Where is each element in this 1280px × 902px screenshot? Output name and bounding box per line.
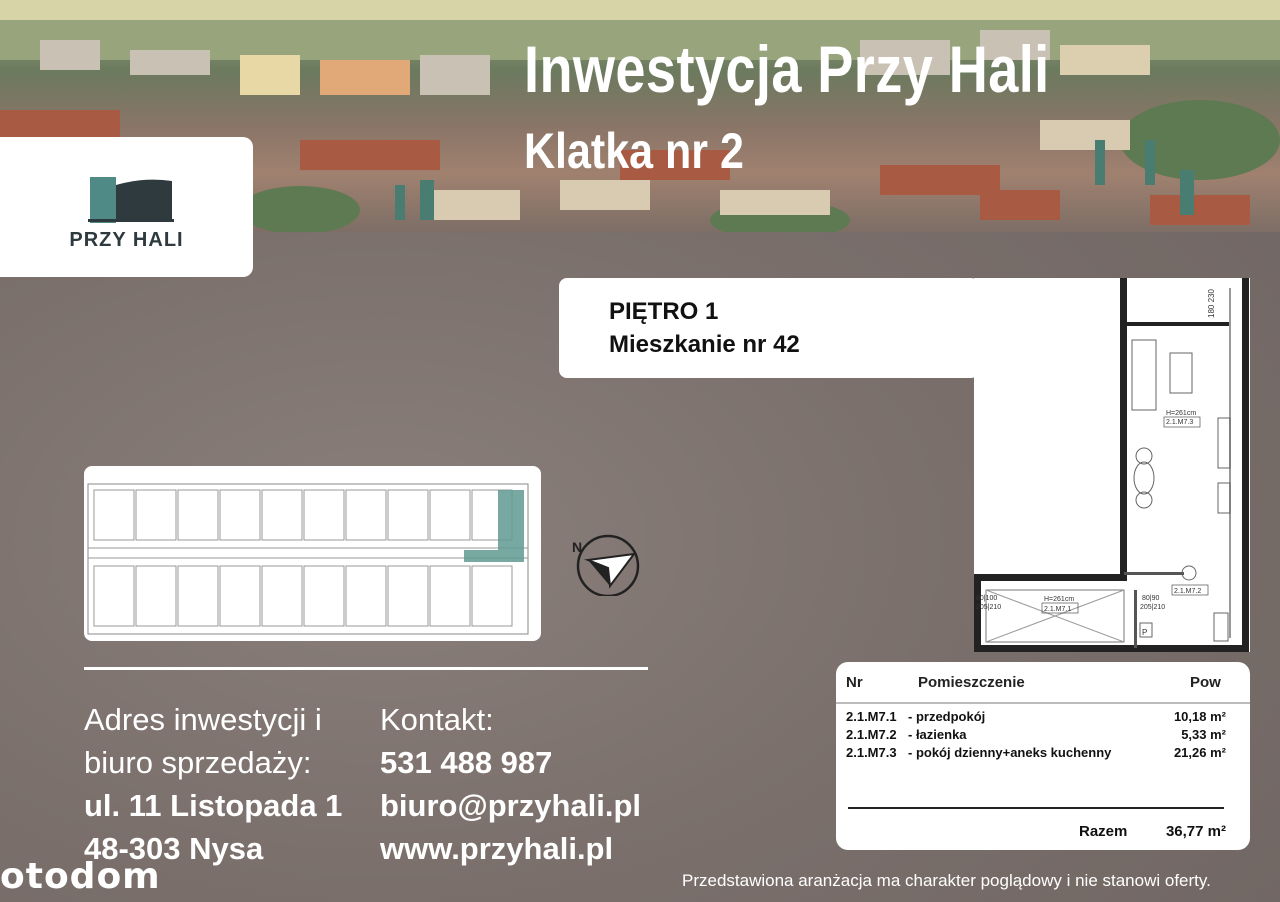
address-city: 48-303 Nysa (84, 831, 264, 866)
rooms-table (836, 662, 1250, 850)
room3-height-label: H=261cm (1166, 410, 1197, 417)
otodom-watermark-logo: otodom (0, 856, 161, 897)
floor-label: PIĘTRO 1 (609, 298, 719, 325)
key-plan-drawing (84, 466, 541, 641)
col-header-area: Pow (1190, 674, 1221, 691)
logo-card (0, 137, 253, 277)
contact-label: Kontakt: (380, 702, 494, 737)
col-header-nr: Nr (846, 674, 863, 691)
floor-info-card (559, 278, 979, 378)
disclaimer-text: Przedstawiona aranżacja ma charakter poglądowy i nie stanowi oferty. (682, 871, 1211, 890)
room2-code-label: 2.1.M7.2 (1174, 588, 1202, 595)
door1-width-label: 80|100 (976, 595, 998, 602)
room-area: 21,26 m² (1173, 745, 1226, 760)
room-code: 2.1.M7.3 (846, 745, 897, 760)
room-name: - pokój dzienny+aneks kuchenny (908, 745, 1112, 760)
contact-email[interactable]: biuro@przyhali.pl (380, 788, 642, 823)
compass-letter: N (572, 539, 583, 555)
total-value: 36,77 m² (1165, 823, 1226, 840)
room-name: - przedpokój (908, 709, 986, 724)
total-separator (848, 807, 1224, 809)
room-name: - łazienka (908, 727, 967, 742)
room1-height-label: H=261cm (1044, 596, 1075, 603)
apartment-label: Mieszkanie nr 42 (609, 331, 800, 358)
investment-title: Inwestycja Przy Hali (524, 32, 1050, 106)
logo-text: PRZY HALI (69, 229, 184, 251)
total-label: Razem (1079, 823, 1128, 840)
room-area: 10,18 m² (1173, 709, 1226, 724)
room3-code-label: 2.1.M7.3 (1166, 419, 1194, 426)
highlighted-apartment (464, 490, 524, 562)
door2-height-label: 205|210 (1140, 604, 1166, 611)
floor-plan-drawing (974, 278, 1250, 652)
address-label-line2: biuro sprzedaży: (84, 745, 312, 780)
staircase-subtitle: Klatka nr 2 (524, 123, 744, 179)
table-header-separator (836, 702, 1250, 704)
p-mark-label: P (1142, 628, 1148, 637)
door1-height-label: 205|210 (976, 604, 1002, 611)
section-divider (84, 667, 648, 670)
przy-hali-logo-icon (88, 173, 174, 223)
address-street: ul. 11 Listopada 1 (84, 788, 343, 823)
room1-code-label: 2.1.M7.1 (1044, 606, 1072, 613)
room-area: 5,33 m² (1181, 727, 1226, 742)
plan-dims-label: 180 230 (1207, 289, 1216, 318)
address-block (84, 698, 342, 870)
compass-north-icon (568, 532, 644, 596)
contact-phone[interactable]: 531 488 987 (380, 745, 553, 780)
contact-block (380, 698, 641, 870)
room-code: 2.1.M7.2 (846, 727, 897, 742)
door2-width-label: 80|90 (1142, 595, 1160, 602)
apartment-floor-plan (974, 278, 1250, 652)
building-key-plan (84, 466, 541, 641)
contact-website[interactable]: www.przyhali.pl (380, 831, 614, 866)
col-header-room: Pomieszczenie (918, 674, 1025, 691)
room-code: 2.1.M7.1 (846, 709, 897, 724)
address-label-line1: Adres inwestycji i (84, 702, 322, 737)
